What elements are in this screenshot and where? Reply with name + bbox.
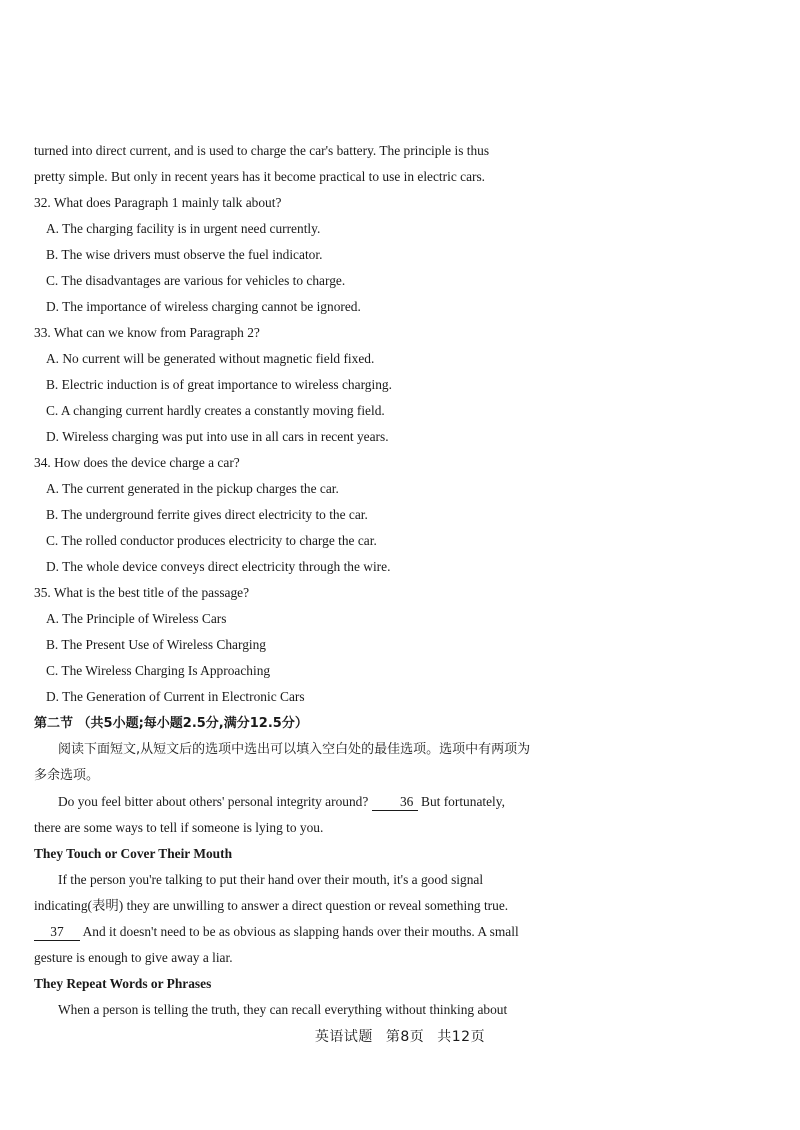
- section-instructions-cont: 多余选项。: [34, 768, 100, 783]
- option-b: B. The wise drivers must observe the fuel indicator.: [46, 247, 323, 262]
- passage-subheading: They Repeat Words or Phrases: [34, 976, 212, 991]
- passage-text: Do you feel bitter about others' personal integrity around?: [58, 794, 369, 809]
- blank-37: 37: [34, 924, 80, 941]
- passage-paragraph-1: [34, 789, 624, 815]
- page-footer: [0, 1026, 800, 1046]
- passage-text: If the person you're talking to put their hand over their mouth, it's a good signal: [58, 872, 484, 887]
- passage-subheading: They Touch or Cover Their Mouth: [34, 846, 233, 861]
- intro-line: pretty simple. But only in recent years has it become practical to use in electric cars.: [34, 169, 486, 184]
- question-stem: 33. What can we know from Paragraph 2?: [34, 325, 260, 340]
- passage-text: there are some ways to tell if someone is lying to you.: [34, 820, 324, 835]
- option-a: A. The charging facility is in urgent need currently.: [46, 221, 321, 236]
- option-c: C. The Wireless Charging Is Approaching: [46, 663, 271, 678]
- option-b: B. Electric induction is of great importance to wireless charging.: [46, 377, 392, 392]
- passage-text: When a person is telling the truth, they can recall everything without thinking about: [58, 1002, 508, 1017]
- option-c: C. A changing current hardly creates a constantly moving field.: [46, 403, 385, 418]
- passage-text: And it doesn't need to be as obvious as slapping hands over their mouths. A small: [82, 924, 519, 939]
- intro-line: turned into direct current, and is used to charge the car's battery. The principle is thus: [34, 143, 490, 158]
- option-d: D. The whole device conveys direct electricity through the wire.: [46, 559, 391, 574]
- option-b: B. The Present Use of Wireless Charging: [46, 637, 267, 652]
- section-instructions: 阅读下面短文,从短文后的选项中选出可以填入空白处的最佳选项。选项中有两项为: [58, 742, 531, 757]
- section-heading: 第二节 （共5小题;每小题2.5分,满分12.5分）: [34, 716, 308, 731]
- question-33: [34, 320, 624, 450]
- option-c: C. The disadvantages are various for vehicles to charge.: [46, 273, 346, 288]
- passage-text: gesture is enough to give away a liar.: [34, 950, 233, 965]
- question-stem: 34. How does the device charge a car?: [34, 455, 240, 470]
- blank-36: 36: [372, 794, 418, 811]
- passage-text: But fortunately,: [421, 794, 505, 809]
- option-a: A. No current will be generated without magnetic field fixed.: [46, 351, 375, 366]
- question-stem: 32. What does Paragraph 1 mainly talk about?: [34, 195, 282, 210]
- passage-paragraph-2-cont: [34, 919, 624, 945]
- question-35: [34, 580, 624, 710]
- option-d: D. The importance of wireless charging cannot be ignored.: [46, 299, 361, 314]
- option-b: B. The underground ferrite gives direct electricity to the car.: [46, 507, 368, 522]
- option-d: D. The Generation of Current in Electronic Cars: [46, 689, 305, 704]
- question-stem: 35. What is the best title of the passage?: [34, 585, 250, 600]
- footer-page-number: 第8页: [385, 1029, 425, 1045]
- page-content: [34, 138, 624, 1023]
- question-34: [34, 450, 624, 580]
- passage-text: indicating(表明) they are unwilling to answer a direct question or reveal something true.: [34, 898, 509, 913]
- footer-subject: 英语试题: [314, 1029, 373, 1045]
- footer-total-pages: 共12页: [437, 1029, 486, 1045]
- question-32: [34, 190, 624, 320]
- option-a: A. The Principle of Wireless Cars: [46, 611, 227, 626]
- option-d: D. Wireless charging was put into use in all cars in recent years.: [46, 429, 389, 444]
- option-c: C. The rolled conductor produces electricity to charge the car.: [46, 533, 377, 548]
- option-a: A. The current generated in the pickup charges the car.: [46, 481, 339, 496]
